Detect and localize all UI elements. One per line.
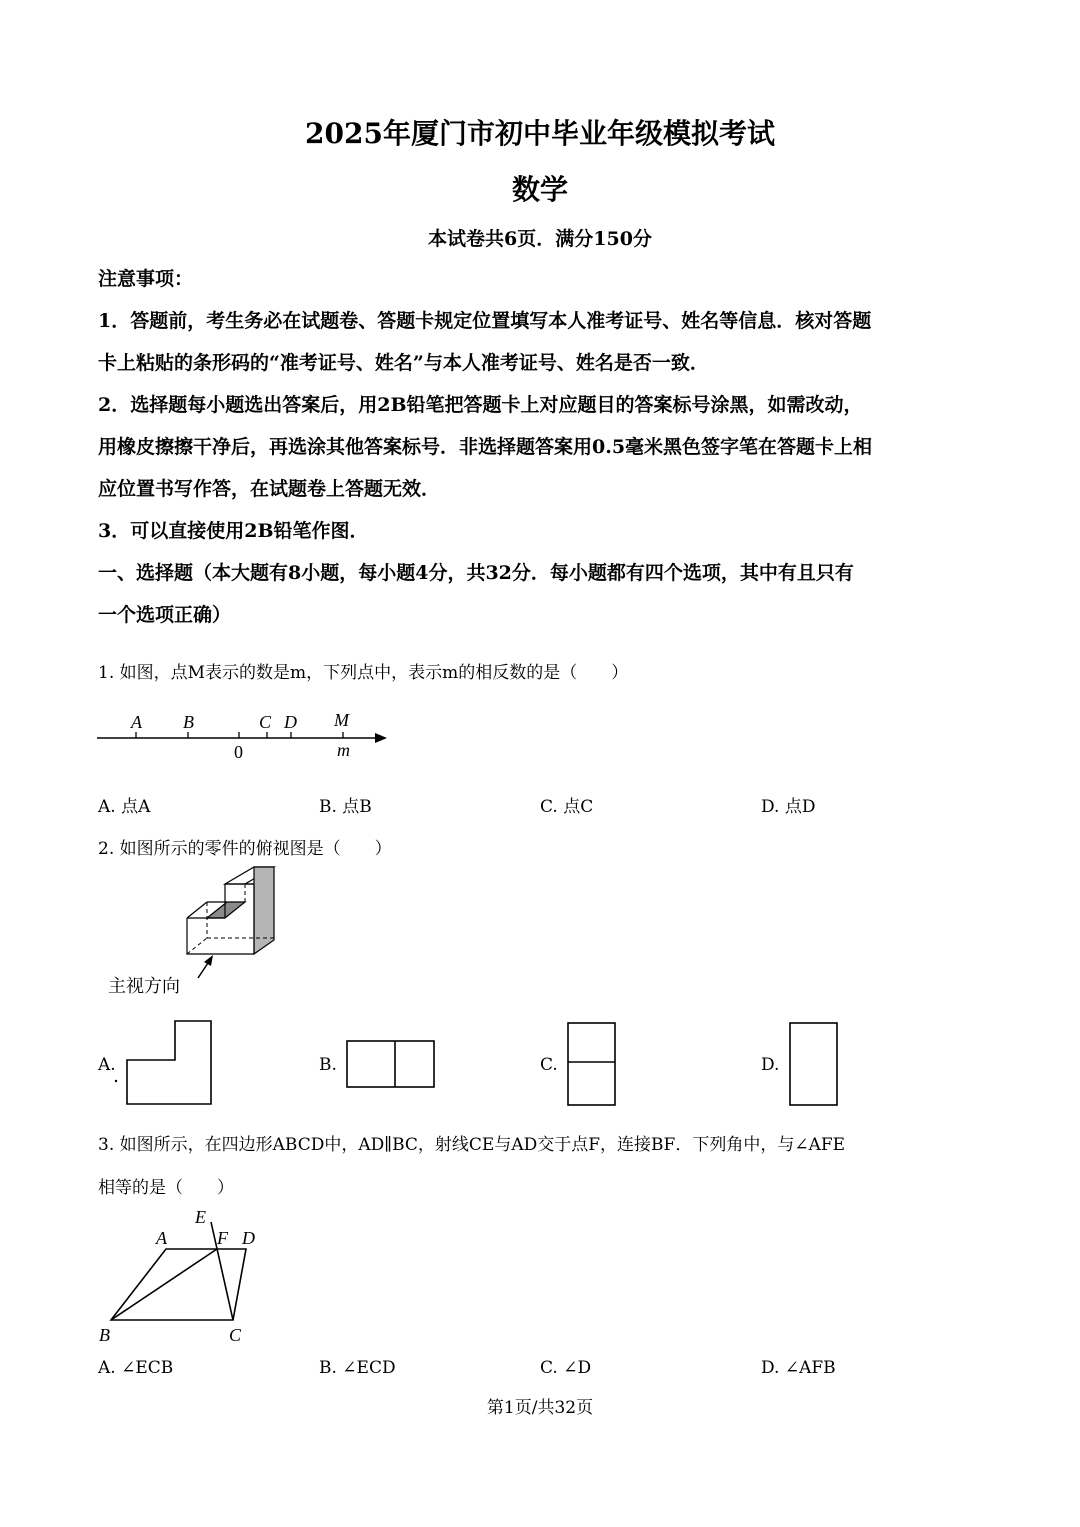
q3-option-d: D. ∠AFB (761, 1358, 836, 1378)
right-side-face (254, 867, 274, 954)
notice-item-2-line-2: 用橡皮擦擦干净后，再选涂其他答案标号．非选择题答案用0.5毫米黑色签字笔在答题卡上相 (98, 436, 873, 458)
segment-bf (111, 1249, 217, 1320)
q1-option-b: B. 点B (319, 797, 372, 817)
q3-option-b: B. ∠ECD (319, 1358, 396, 1378)
label-a: A (156, 1228, 167, 1248)
hidden-edge (187, 938, 207, 954)
q2-option-a: A. (98, 1055, 116, 1075)
notice-heading: 注意事项： (98, 268, 194, 290)
label-d: D (242, 1228, 255, 1248)
label-f: F (217, 1228, 228, 1248)
q2-option-d-figure (787, 1020, 841, 1108)
exam-title: 2025年厦门市初中毕业年级模拟考试 (305, 117, 775, 150)
subject-title: 数学 (511, 173, 568, 206)
q2-option-b: B. (319, 1055, 337, 1075)
q1-option-c: C. 点C (540, 797, 594, 817)
notice-item-3: 3．可以直接使用2B铅笔作图． (98, 520, 369, 542)
q2-option-a-figure (112, 1018, 217, 1108)
q1-number-line (95, 705, 395, 765)
q2-part-figure (180, 862, 290, 982)
notice-item-2-line-3: 应位置书写作答，在试题卷上答题无效． (98, 478, 441, 500)
q3-stem-line-2: 相等的是（ ） (98, 1178, 234, 1198)
front-outline (187, 918, 254, 954)
q3-option-a: A. ∠ECB (98, 1358, 174, 1378)
notice-item-1-line-2: 卡上粘贴的条形码的“准考证号、姓名”与本人准考证号、姓名是否一致． (98, 352, 709, 374)
section-1-heading-line-1: 一、选择题（本大题有8小题，每小题4分，共32分．每小题都有四个选项，其中有且只有 (98, 562, 854, 584)
notice-item-2-line-1: 2．选择题每小题选出答案后，用2B铅笔把答题卡上对应题目的答案标号涂黑，如需改动， (98, 394, 863, 416)
q2-option-c: C. (540, 1055, 558, 1075)
lower-top-face (207, 902, 245, 918)
label-a: A (131, 712, 142, 732)
q3-stem-line-1: 3. 如图所示，在四边形ABCD中，AD∥BC，射线CE与AD交于点F，连接BF．下列角中，与∠AFE (98, 1135, 846, 1155)
label-b: B (99, 1325, 110, 1345)
notice-item-1-line-1: 1．答题前，考生务必在试题卷、答题卡规定位置填写本人准考证号、姓名等信息．核对答题 (98, 310, 872, 332)
label-zero: 0 (234, 742, 243, 762)
label-m-value: m (337, 740, 350, 760)
section-1-heading-line-2: 一个选项正确） (98, 604, 232, 626)
number-line-arrow (375, 733, 387, 743)
q2-option-b-figure (344, 1038, 439, 1090)
q2-stem: 2. 如图所示的零件的俯视图是（ ） (98, 839, 392, 859)
page-footer: 第1页/共32页 (486, 1398, 594, 1418)
q1-stem: 1. 如图，点M表示的数是m，下列点中，表示m的相反数的是（ ） (98, 663, 629, 683)
q2-view-direction-caption: 主视方向 (108, 976, 180, 997)
exam-meta: 本试卷共6页．满分150分 (428, 228, 652, 250)
label-d: D (284, 712, 297, 732)
q1-option-d: D. 点D (761, 797, 816, 817)
notice-block (98, 258, 988, 636)
label-c: C (259, 712, 272, 732)
q1-option-a: A. 点A (98, 797, 151, 817)
q2-option-c-figure (565, 1020, 619, 1108)
q3-option-c: C. ∠D (540, 1358, 592, 1378)
label-c: C (229, 1325, 242, 1345)
q3-quadrilateral-figure (96, 1204, 276, 1346)
q2-option-d: D. (761, 1055, 780, 1075)
label-m: M (334, 710, 349, 730)
label-e: E (195, 1207, 206, 1227)
label-b: B (183, 712, 194, 732)
